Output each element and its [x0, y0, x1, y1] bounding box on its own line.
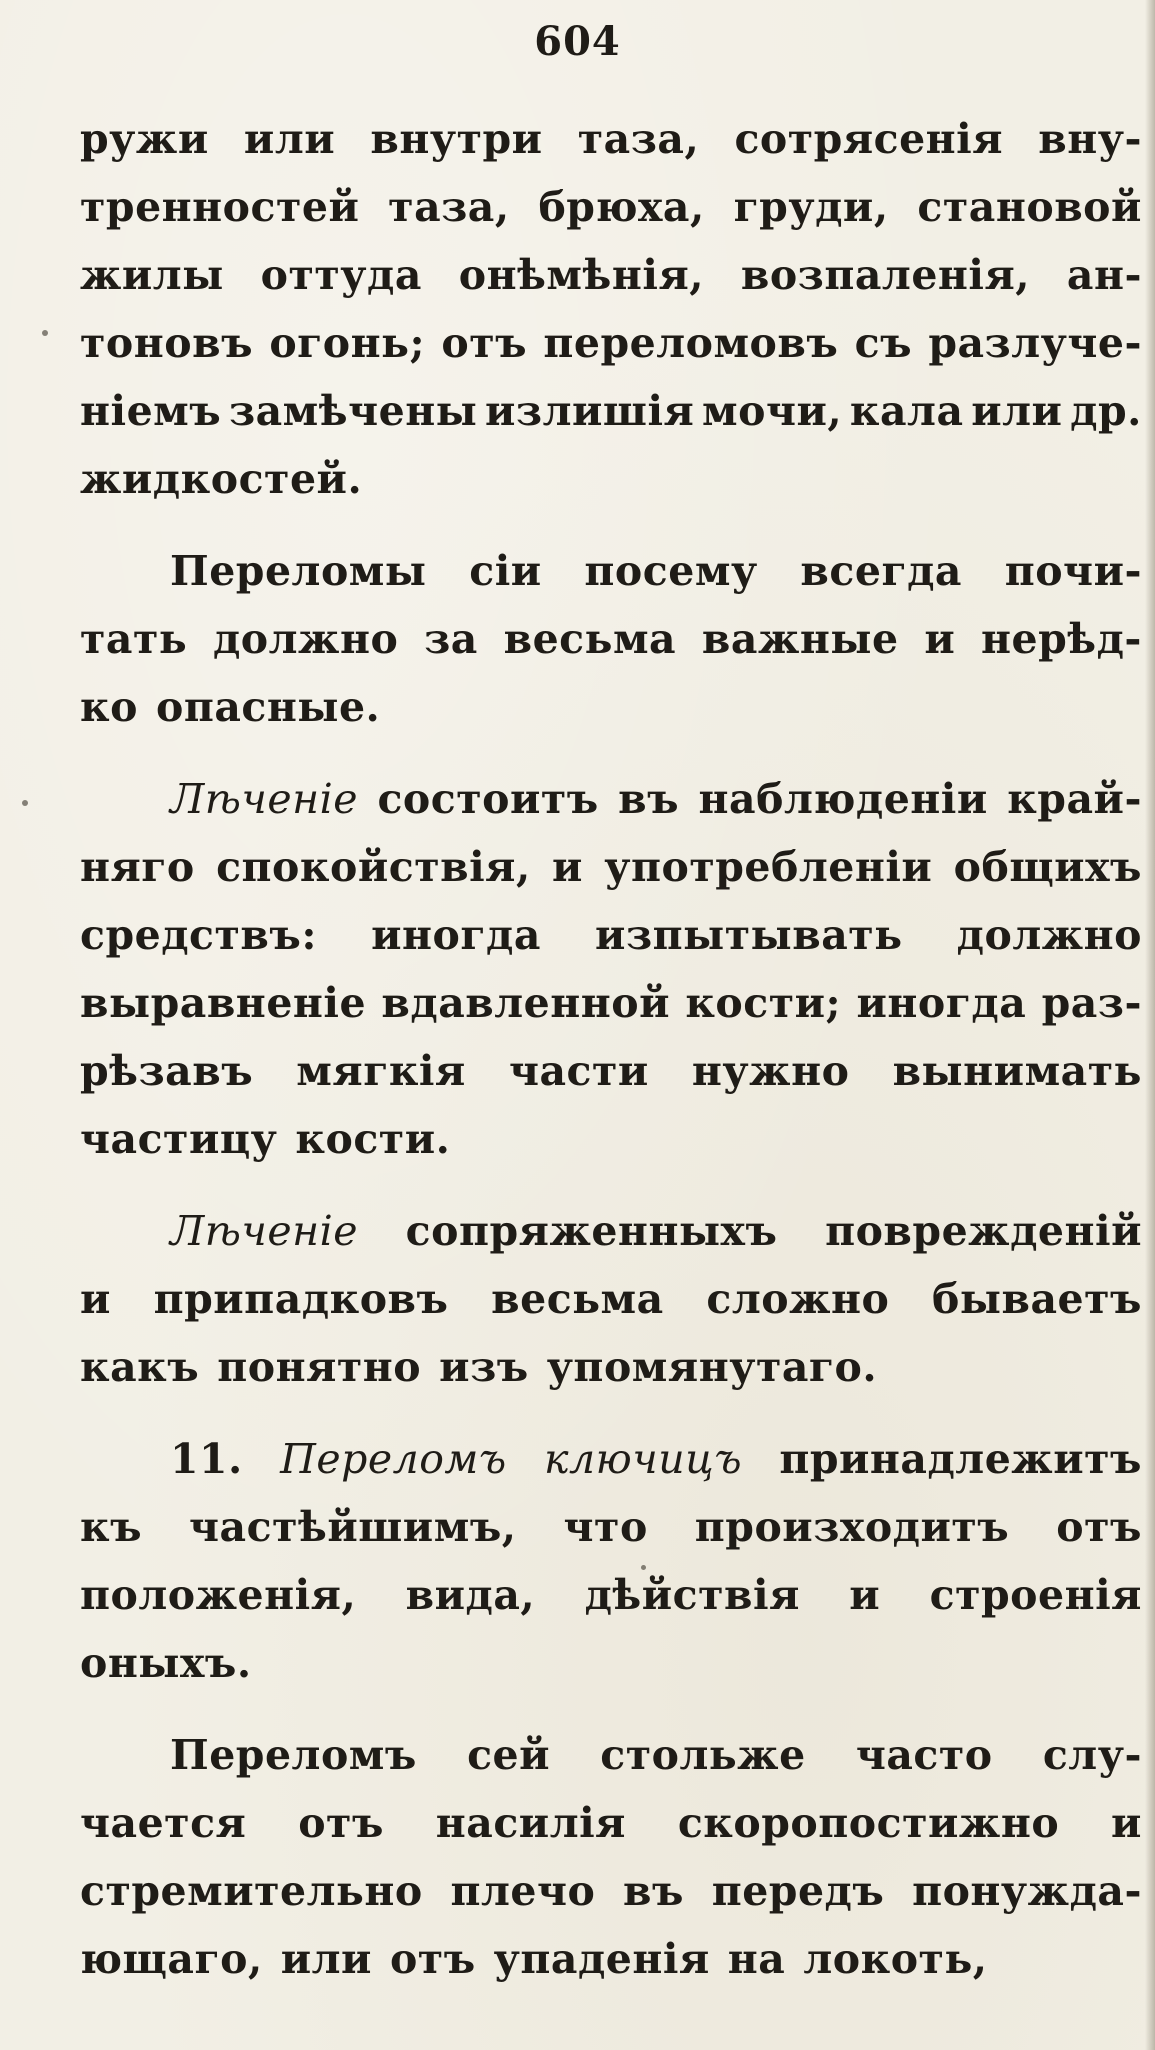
word: Лѣченіе — [170, 1207, 359, 1255]
word: тренностей — [80, 183, 360, 231]
word: выравненіе — [80, 979, 367, 1027]
word: сотрясенія — [734, 115, 1004, 163]
word: Переломъ — [170, 1731, 417, 1779]
text-line — [80, 1105, 1142, 1173]
word: строенія — [929, 1571, 1142, 1619]
word: брюха, — [538, 183, 705, 231]
word: и — [1111, 1799, 1142, 1847]
word: Переломы — [170, 547, 427, 595]
word: общихъ — [953, 843, 1142, 891]
word: понятно — [217, 1343, 422, 1391]
text-line — [80, 537, 1142, 605]
word: насилія — [435, 1799, 626, 1847]
word: жилы — [80, 251, 224, 299]
word: въ — [623, 1867, 684, 1915]
text-line — [80, 673, 1142, 741]
paragraph — [80, 1721, 1142, 1993]
word: становой — [917, 183, 1142, 231]
word: раз- — [1041, 979, 1142, 1027]
text-line — [80, 765, 1142, 833]
word: вынимать — [892, 1047, 1142, 1095]
word: ющаго, — [80, 1935, 263, 1983]
ink-speck — [641, 1565, 646, 1570]
paragraph — [80, 1425, 1142, 1697]
word: и — [849, 1571, 881, 1619]
word: нужно — [691, 1047, 850, 1095]
word: стольже — [600, 1731, 806, 1779]
text-line — [80, 1265, 1142, 1333]
ink-speck — [22, 800, 28, 806]
word: или — [243, 115, 336, 163]
word: ніемъ — [80, 387, 222, 435]
word: кости; — [685, 979, 842, 1027]
word: рѣзавъ — [80, 1047, 254, 1095]
word: тоновъ — [80, 319, 254, 367]
word: иногда — [856, 979, 1027, 1027]
word: отъ — [389, 1935, 476, 1983]
word: сложно — [706, 1275, 890, 1323]
word: всегда — [800, 547, 962, 595]
word: Переломъ — [280, 1435, 507, 1483]
word: груди, — [733, 183, 889, 231]
word: поврежденій — [825, 1207, 1142, 1255]
word: важные — [701, 615, 899, 663]
word: почи- — [1004, 547, 1142, 595]
body-text — [80, 105, 1142, 2017]
word: скоропостижно — [677, 1799, 1060, 1847]
page-edge-shadow — [1145, 0, 1155, 2050]
word: и — [924, 615, 956, 663]
word: съ — [854, 319, 913, 367]
word: изпытывать — [595, 911, 903, 959]
text-line — [80, 1037, 1142, 1105]
word: за — [424, 615, 478, 663]
word: сопряженныхъ — [405, 1207, 778, 1255]
word: спокойствія, — [216, 843, 531, 891]
word: должно — [956, 911, 1142, 959]
word: весьма — [491, 1275, 664, 1323]
word: разлуче- — [928, 319, 1142, 367]
word: иногда — [371, 911, 541, 959]
word: произходитъ — [694, 1503, 1010, 1551]
word: частицу — [80, 1115, 278, 1163]
word: огонь; — [269, 319, 426, 367]
word: оттуда — [260, 251, 422, 299]
word: припадковъ — [153, 1275, 449, 1323]
text-line — [80, 901, 1142, 969]
word: вну- — [1038, 115, 1142, 163]
word: или — [971, 387, 1063, 435]
paragraph — [80, 105, 1142, 513]
word: мочи, — [702, 387, 843, 435]
word: возпаленія, — [740, 251, 1031, 299]
word: отъ — [441, 319, 528, 367]
word: средствъ: — [80, 911, 317, 959]
paragraph — [80, 537, 1142, 741]
ink-speck — [42, 330, 48, 336]
word: тать — [80, 615, 188, 663]
word: жидкостей. — [80, 455, 363, 503]
word: дѣйствія — [584, 1571, 800, 1619]
word: упаденія — [493, 1935, 710, 1983]
word: сей — [467, 1731, 551, 1779]
text-line — [80, 445, 1142, 513]
text-line — [80, 377, 1142, 445]
text-line — [80, 241, 1142, 309]
word: переломовъ — [543, 319, 839, 367]
word: упомянутаго. — [546, 1343, 878, 1391]
word: оныхъ. — [80, 1639, 252, 1687]
word: на — [727, 1935, 786, 1983]
text-line — [80, 309, 1142, 377]
word: Лѣченіе — [170, 775, 359, 823]
word: изъ — [439, 1343, 529, 1391]
word: вдавленной — [381, 979, 671, 1027]
word: посему — [584, 547, 758, 595]
word: ко — [80, 683, 138, 731]
word: часто — [855, 1731, 993, 1779]
word: излишія — [485, 387, 695, 435]
text-line — [80, 1721, 1142, 1789]
text-line — [80, 1629, 1142, 1697]
word: стремительно — [80, 1867, 423, 1915]
word: наблюденіи — [698, 775, 988, 823]
word: ан- — [1066, 251, 1142, 299]
word: весьма — [503, 615, 677, 663]
word: положенія, — [80, 1571, 357, 1619]
word: въ — [618, 775, 680, 823]
text-line — [80, 1493, 1142, 1561]
text-line — [80, 1789, 1142, 1857]
word: кости. — [295, 1115, 451, 1163]
word: понужда- — [912, 1867, 1142, 1915]
word: отъ — [298, 1799, 384, 1847]
word: сіи — [469, 547, 542, 595]
word: таза, — [577, 115, 700, 163]
word: что — [563, 1503, 648, 1551]
word: бываетъ — [932, 1275, 1142, 1323]
word: край- — [1007, 775, 1142, 823]
word: плечо — [450, 1867, 596, 1915]
text-line — [80, 1333, 1142, 1401]
text-line — [80, 1561, 1142, 1629]
word: отъ — [1056, 1503, 1142, 1551]
text-line — [80, 173, 1142, 241]
text-line — [80, 605, 1142, 673]
text-line — [80, 1857, 1142, 1925]
word: состоитъ — [377, 775, 599, 823]
text-line — [80, 833, 1142, 901]
word: принадлежитъ — [779, 1435, 1142, 1483]
word: чается — [80, 1799, 247, 1847]
word: къ — [80, 1503, 143, 1551]
word: должно — [212, 615, 399, 663]
word: 11. — [170, 1435, 243, 1483]
word: мягкія — [296, 1047, 466, 1095]
text-line — [80, 105, 1142, 173]
word: локоть, — [803, 1935, 988, 1983]
word: опасные. — [155, 683, 381, 731]
page-number: 604 — [534, 18, 621, 65]
word: нерѣд- — [981, 615, 1142, 663]
word: ключицъ — [544, 1435, 743, 1483]
word: какъ — [80, 1343, 200, 1391]
word: внутри — [370, 115, 543, 163]
word: онѣмѣнія, — [458, 251, 705, 299]
word: слу- — [1042, 1731, 1142, 1779]
word: ружи — [80, 115, 209, 163]
word: др. — [1070, 387, 1142, 435]
word: передъ — [711, 1867, 885, 1915]
word: части — [508, 1047, 649, 1095]
text-line — [80, 1197, 1142, 1265]
text-line — [80, 1425, 1142, 1493]
text-line — [80, 969, 1142, 1037]
word: и — [552, 843, 583, 891]
paragraph — [80, 765, 1142, 1173]
word: кала — [849, 387, 964, 435]
word: замѣчены — [228, 387, 478, 435]
paragraph — [80, 1197, 1142, 1401]
word: няго — [80, 843, 195, 891]
word: частѣйшимъ, — [189, 1503, 517, 1551]
word: таза, — [388, 183, 510, 231]
word: вида, — [405, 1571, 536, 1619]
word: употребленіи — [604, 843, 933, 891]
word: и — [80, 1275, 111, 1323]
text-line — [80, 1925, 1142, 1993]
word: или — [280, 1935, 372, 1983]
